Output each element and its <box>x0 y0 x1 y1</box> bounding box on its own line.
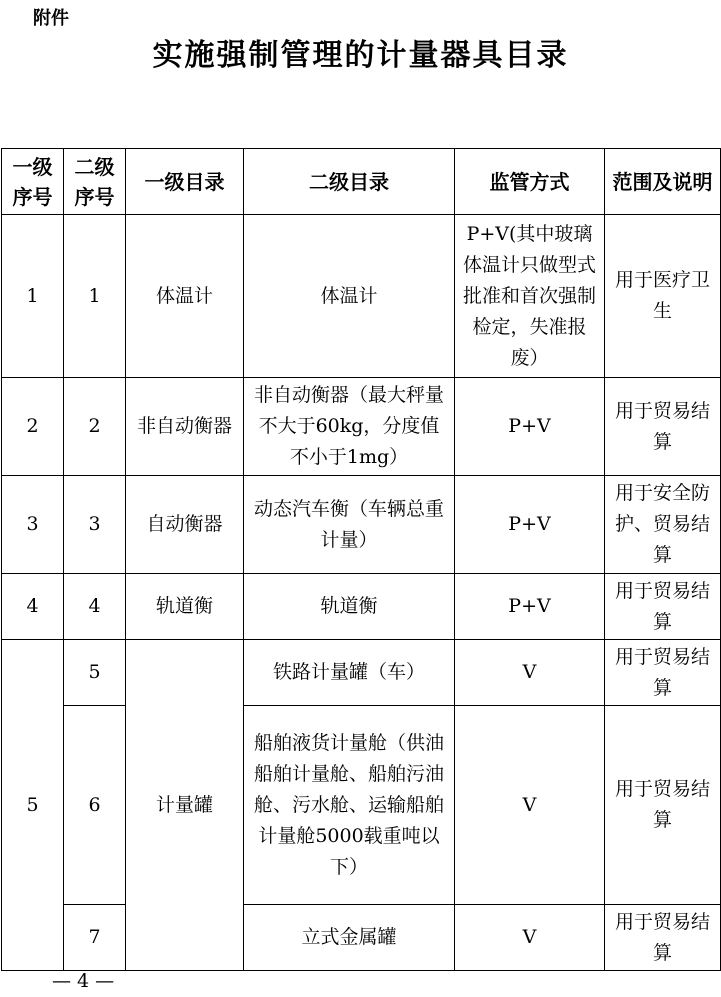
column-header: 一级序号 <box>2 149 64 215</box>
table-row <box>2 640 721 706</box>
supervision-cell: V <box>455 905 605 971</box>
level1-no-cell: 5 <box>2 640 64 971</box>
table-header-row <box>2 149 721 215</box>
scope-cell: 用于安全防护、贸易结算 <box>605 476 721 574</box>
scope-cell: 用于医疗卫生 <box>605 215 721 378</box>
level2-catalog-cell: 立式金属罐 <box>244 905 455 971</box>
table-row <box>2 574 721 640</box>
scope-cell: 用于贸易结算 <box>605 640 721 706</box>
level2-no-cell: 7 <box>64 905 126 971</box>
level2-no-cell: 3 <box>64 476 126 574</box>
level1-catalog-cell: 体温计 <box>126 215 244 378</box>
level2-no-cell: 5 <box>64 640 126 706</box>
level2-no-cell: 1 <box>64 215 126 378</box>
level2-no-cell: 4 <box>64 574 126 640</box>
scope-cell: 用于贸易结算 <box>605 905 721 971</box>
level1-catalog-cell: 计量罐 <box>126 640 244 971</box>
column-header: 二级序号 <box>64 149 126 215</box>
table-row <box>2 215 721 378</box>
page-number: — 4 — <box>52 970 115 992</box>
supervision-cell: V <box>455 706 605 905</box>
scope-cell: 用于贸易结算 <box>605 378 721 476</box>
level2-no-cell: 6 <box>64 706 126 905</box>
level1-no-cell: 1 <box>2 215 64 378</box>
level1-catalog-cell: 轨道衡 <box>126 574 244 640</box>
attachment-label: 附件 <box>33 8 69 29</box>
scope-cell: 用于贸易结算 <box>605 706 721 905</box>
level2-catalog-cell: 动态汽车衡（车辆总重计量） <box>244 476 455 574</box>
table-row <box>2 706 721 905</box>
table-row <box>2 378 721 476</box>
supervision-cell: P+V(其中玻璃体温计只做型式批准和首次强制检定，失准报废） <box>455 215 605 378</box>
table-row <box>2 905 721 971</box>
level2-catalog-cell: 非自动衡器（最大秤量不大于60kg，分度值不小于1mg） <box>244 378 455 476</box>
scope-cell: 用于贸易结算 <box>605 574 721 640</box>
column-header: 二级目录 <box>244 149 455 215</box>
level1-no-cell: 3 <box>2 476 64 574</box>
column-header: 监管方式 <box>455 149 605 215</box>
table-row <box>2 476 721 574</box>
level2-catalog-cell: 铁路计量罐（车） <box>244 640 455 706</box>
level1-catalog-cell: 非自动衡器 <box>126 378 244 476</box>
supervision-cell: V <box>455 640 605 706</box>
column-header: 一级目录 <box>126 149 244 215</box>
level2-catalog-cell: 船舶液货计量舱（供油船舶计量舱、船舶污油舱、污水舱、运输船舶计量舱5000载重吨以下） <box>244 706 455 905</box>
level1-no-cell: 4 <box>2 574 64 640</box>
supervision-cell: P+V <box>455 378 605 476</box>
supervision-cell: P+V <box>455 574 605 640</box>
level2-catalog-cell: 体温计 <box>244 215 455 378</box>
page-title: 实施强制管理的计量器具目录 <box>152 38 569 73</box>
level2-catalog-cell: 轨道衡 <box>244 574 455 640</box>
column-header: 范围及说明 <box>605 149 721 215</box>
level2-no-cell: 2 <box>64 378 126 476</box>
level1-catalog-cell: 自动衡器 <box>126 476 244 574</box>
catalog-table <box>1 148 721 971</box>
level1-no-cell: 2 <box>2 378 64 476</box>
supervision-cell: P+V <box>455 476 605 574</box>
